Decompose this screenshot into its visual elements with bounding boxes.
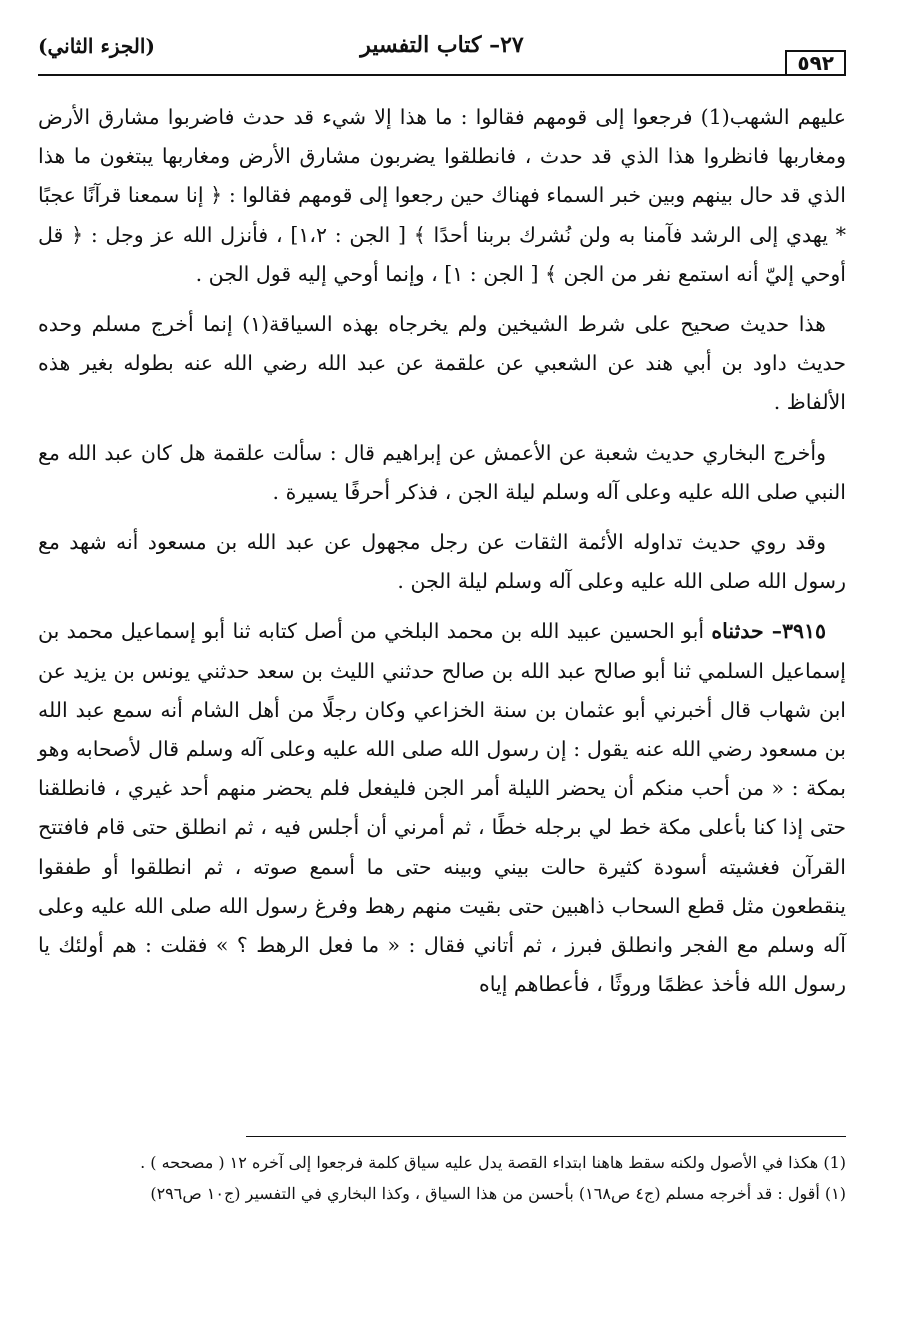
page-header xyxy=(38,26,846,78)
hadith-paragraph xyxy=(38,612,846,1004)
main-text xyxy=(38,98,846,1015)
paragraph-narration: وقد روي حديث تداوله الأئمة الثقات عن رجل مجهول عن عبد الله بن مسعود أنه شهد مع رسول الله صلى الله عليه وعلى آله وسلم ليلة الجن . xyxy=(38,530,846,594)
paragraph-bukhari: وأخرج البخاري حديث شعبة عن الأعمش عن إبراهيم قال : سألت علقمة هل كان عبد الله مع النبي صلى الله عليه وعلى آله وسلم ليلة الجن ، فذكر أحرفًا يسيرة . xyxy=(38,440,846,504)
paragraph-authentication: هذا حديث صحيح على شرط الشيخين ولم يخرجاه بهذه السياقة(١) إنما أخرج مسلم وحده حديث داود بن أبي هند عن الشعبي عن علقمة عن عبد الله رضي الله عنه بطوله بغير هذه الألفاظ . xyxy=(38,312,846,415)
footnotes xyxy=(38,1147,846,1209)
footnote-2: (١) أقول : قد أخرجه مسلم (ج٤ ص١٦٨) بأحسن من هذا السياق ، وكذا البخاري في التفسير (ج١٠ ص٢٩٦) xyxy=(150,1184,846,1203)
footnote-rule xyxy=(246,1136,846,1137)
paragraph-surah-jinn: عليهم الشهب(1) فرجعوا إلى قومهم فقالوا : ما هذا إلا شيء قد حدث فاضربوا مشارق الأرض ومغاربها فانظروا هذا الذي قد حدث ، فانطلقوا يضربون مشارق الأرض ومغاربها يبتغون ما هذا الذي قد حال بينهم وبين خبر السماء فهناك حين رجعوا إلى قومهم فقالوا : ﴿ إنا سمعنا قرآنًا عجبًا * يهدي إلى الرشد فآمنا به ولن نُشرك بربنا أحدًا ﴾ [ الجن : ١،٢] ، فأنزل الله عز وجل : ﴿ قل أوحي إليّ أنه استمع نفر من الجن ﴾ [ الجن : ١] ، وإنما أوحي إليه قول الجن . xyxy=(38,105,846,286)
hadith-number: ٣٩١٥ xyxy=(781,619,826,644)
page-number: ٥٩٢ xyxy=(785,50,846,76)
footnote-1: (1) هكذا في الأصول ولكنه سقط هاهنا ابتداء القصة يدل عليه سياق كلمة فرجعوا إلى آخره ١٢ ( مصححه ) . xyxy=(140,1153,846,1172)
hadith-text: أبو الحسين عبيد الله بن محمد البلخي من أصل كتابه ثنا أبو إسماعيل محمد بن إسماعيل السلمي ثنا أبو صالح عبد الله بن صالح حدثني الليث بن سعد حدثني يونس بن يزيد عن ابن شهاب قال أخبرني أبو عثمان بن سنة الخزاعي وكان رجلًا من أهل الشام أنه سمع عبد الله بن مسعود رضي الله عنه يقول : إن رسول الله صلى الله عليه وعلى آله وسلم قال لأصحابه وهو بمكة : « من أحب منكم أن يحضر الليلة أمر الجن فليفعل فلم يحضر منهم أحد غيري ، فانطلقنا حتى إذا كنا بأعلى مكة خط لي برجله خطًا ، ثم أمرني أن أجلس فيه ، ثم انطلق حتى قام فافتتح القرآن فغشيته أسودة كثيرة حالت بيني وبينه حتى ما أسمع صوته ، ثم انطلقوا أو طفقوا ينقطعون مثل قطع السحاب ذاهبين حتى بقيت منهم رهط وفرغ رسول الله صلى الله عليه وعلى آله وسلم مع الفجر وانطلق فبرز ، ثم أتاني فقال : « ما فعل الرهط ؟ » فقلت : هم أولئك يا رسول الله فأخذ عظمًا وروثًا ، فأعطاهم إياه xyxy=(38,619,846,997)
hadith-lead: – حدثناه xyxy=(711,619,782,644)
header-rule xyxy=(38,74,846,76)
volume-label: (الجزء الثاني) xyxy=(38,34,155,58)
chapter-title: ٢٧– كتاب التفسير xyxy=(360,32,524,58)
